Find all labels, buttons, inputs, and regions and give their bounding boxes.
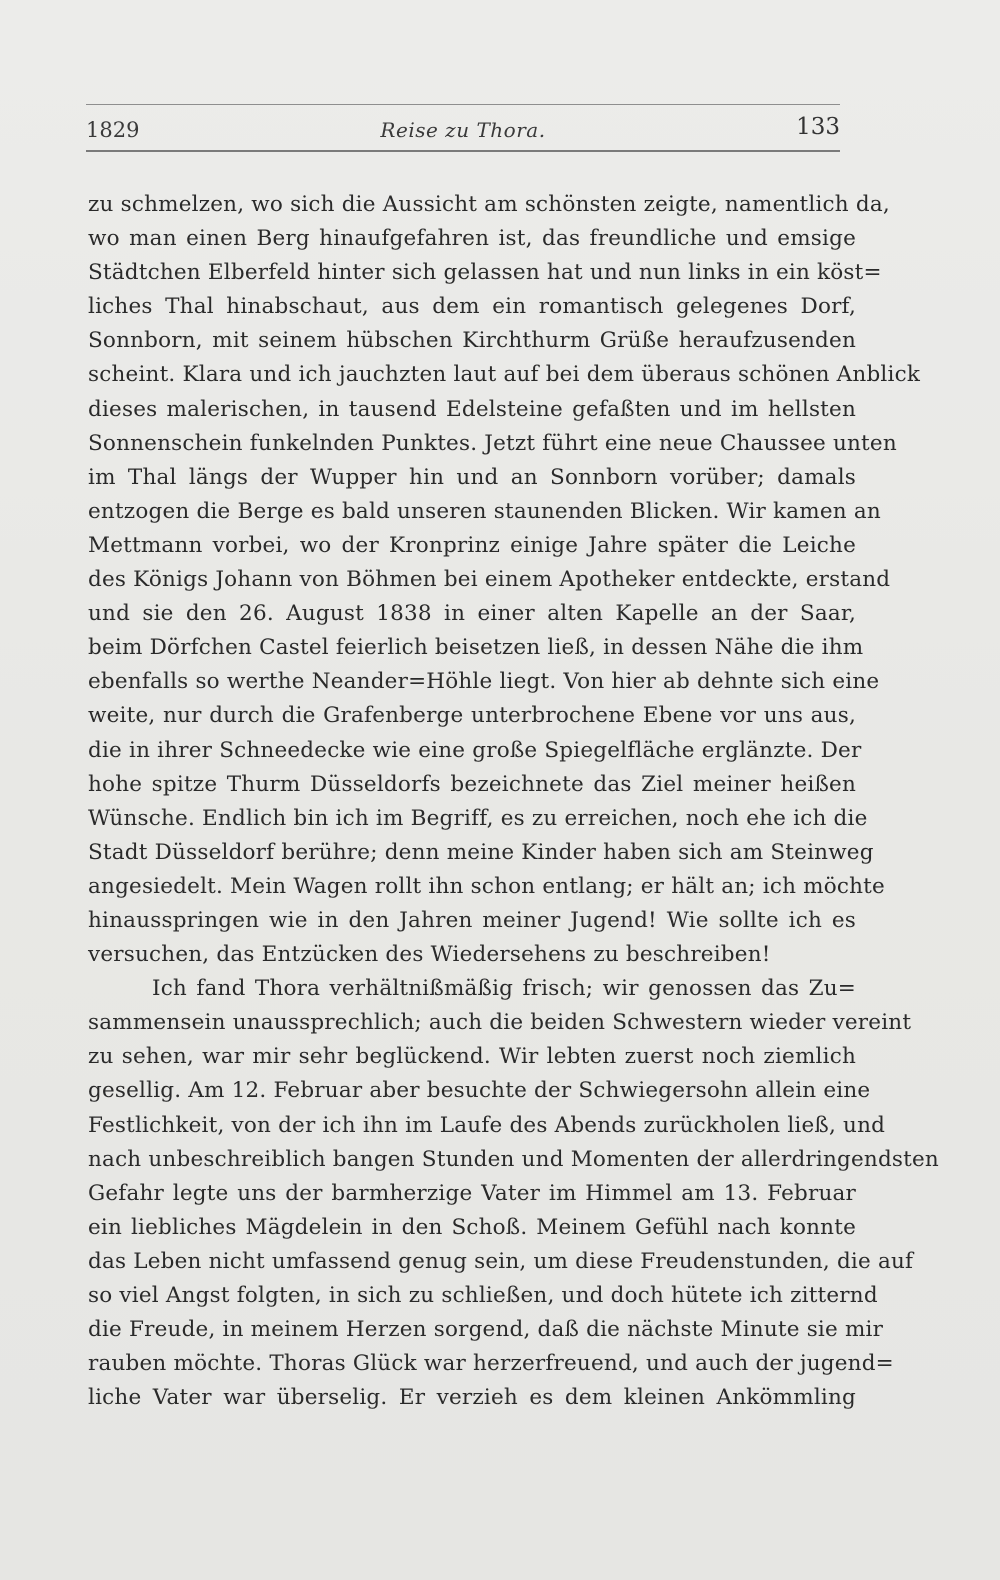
text-line: die in ihrer Schneedecke wie eine große Spiegelfläche erglänzte. Der: [88, 737, 862, 763]
text-line: Mettmann vorbei, wo der Kronprinz einige Jahre später die Leiche: [88, 532, 856, 558]
running-head: [86, 112, 840, 144]
text-line: Ich fand Thora verhältnißmäßig frisch; wir genossen das Zu=: [152, 976, 856, 1002]
text-line: beim Dörfchen Castel feierlich beisetzen ließ, in dessen Nähe die ihm: [88, 635, 864, 661]
text-line: zu sehen, war mir sehr beglückend. Wir lebten zuerst noch ziemlich: [88, 1044, 856, 1070]
text-line: Wünsche. Endlich bin ich im Begriff, es zu erreichen, noch ehe ich die: [88, 805, 868, 831]
header-top-rule: [86, 104, 840, 105]
text-line: weite, nur durch die Grafenberge unterbrochene Ebene vor uns aus,: [88, 703, 856, 729]
text-line: angesiedelt. Mein Wagen rollt ihn schon entlang; er hält an; ich möchte: [88, 873, 885, 899]
text-line: ein liebliches Mägdelein in den Schoß. Meinem Gefühl nach konnte: [88, 1214, 856, 1240]
text-line: und sie den 26. August 1838 in einer alten Kapelle an der Saar,: [88, 601, 856, 627]
header-title: Reise zu Thora.: [380, 118, 546, 142]
text-line: gesellig. Am 12. Februar aber besuchte der Schwiegersohn allein eine: [88, 1078, 871, 1104]
text-line: sammensein unaussprechlich; auch die beiden Schwestern wieder vereint: [88, 1010, 912, 1036]
text-line: entzogen die Berge es bald unseren staunenden Blicken. Wir kamen an: [88, 498, 881, 524]
text-line: hinausspringen wie in den Jahren meiner Jugend! Wie sollte ich es: [88, 907, 856, 933]
text-line: Städtchen Elberfeld hinter sich gelassen hat und nun links in ein köst=: [88, 260, 882, 286]
header-bottom-rule: [86, 150, 840, 152]
text-line: liche Vater war überselig. Er verzieh es dem kleinen Ankömmling: [88, 1385, 856, 1411]
page-number: 133: [796, 114, 840, 140]
text-line: wo man einen Berg hinaufgefahren ist, das freundliche und emsige: [88, 226, 856, 252]
text-line: des Königs Johann von Böhmen bei einem Apotheker entdeckte, erstand: [88, 567, 891, 593]
text-line: Sonnborn, mit seinem hübschen Kirchthurm Grüße heraufzusenden: [88, 328, 856, 354]
text-line: liches Thal hinabschaut, aus dem ein romantisch gelegenes Dorf,: [88, 294, 856, 320]
text-line: Festlichkeit, von der ich ihn im Laufe des Abends zurückholen ließ, und: [88, 1112, 886, 1138]
text-line: dieses malerischen, in tausend Edelsteine gefaßten und im hellsten: [88, 396, 856, 422]
text-line: im Thal längs der Wupper hin und an Sonnborn vorüber; damals: [88, 464, 856, 490]
text-line: scheint. Klara und ich jauchzten laut auf bei dem überaus schönen Anblick: [88, 362, 921, 388]
text-line: hohe spitze Thurm Düsseldorfs bezeichnete das Ziel meiner heißen: [88, 771, 856, 797]
text-line: so viel Angst folgten, in sich zu schließen, und doch hütete ich zitternd: [88, 1283, 878, 1308]
text-line: die Freude, in meinem Herzen sorgend, daß die nächste Minute sie mir: [88, 1317, 884, 1343]
text-line: versuchen, das Entzücken des Wiedersehens zu beschreiben!: [88, 942, 771, 968]
text-line: Sonnenschein funkelnden Punktes. Jetzt führt eine neue Chaussee unten: [88, 430, 897, 456]
text-line: nach unbeschreiblich bangen Stunden und Momenten der allerdringendsten: [88, 1146, 939, 1172]
header-year: 1829: [86, 118, 140, 142]
text-line: Gefahr legte uns der barmherzige Vater im Himmel am 13. Februar: [88, 1180, 856, 1206]
body-text: [88, 188, 939, 1415]
text-line: zu schmelzen, wo sich die Aussicht am schönsten zeigte, namentlich da,: [88, 192, 890, 217]
text-line: ebenfalls so werthe Neander=Höhle liegt. Von hier ab dehnte sich eine: [88, 669, 880, 695]
text-line: rauben möchte. Thoras Glück war herzerfreuend, und auch der jugend=: [88, 1351, 894, 1377]
text-line: das Leben nicht umfassend genug sein, um diese Freudenstunden, die auf: [88, 1248, 914, 1274]
text-line: Stadt Düsseldorf berühre; denn meine Kinder haben sich am Steinweg: [88, 839, 874, 865]
